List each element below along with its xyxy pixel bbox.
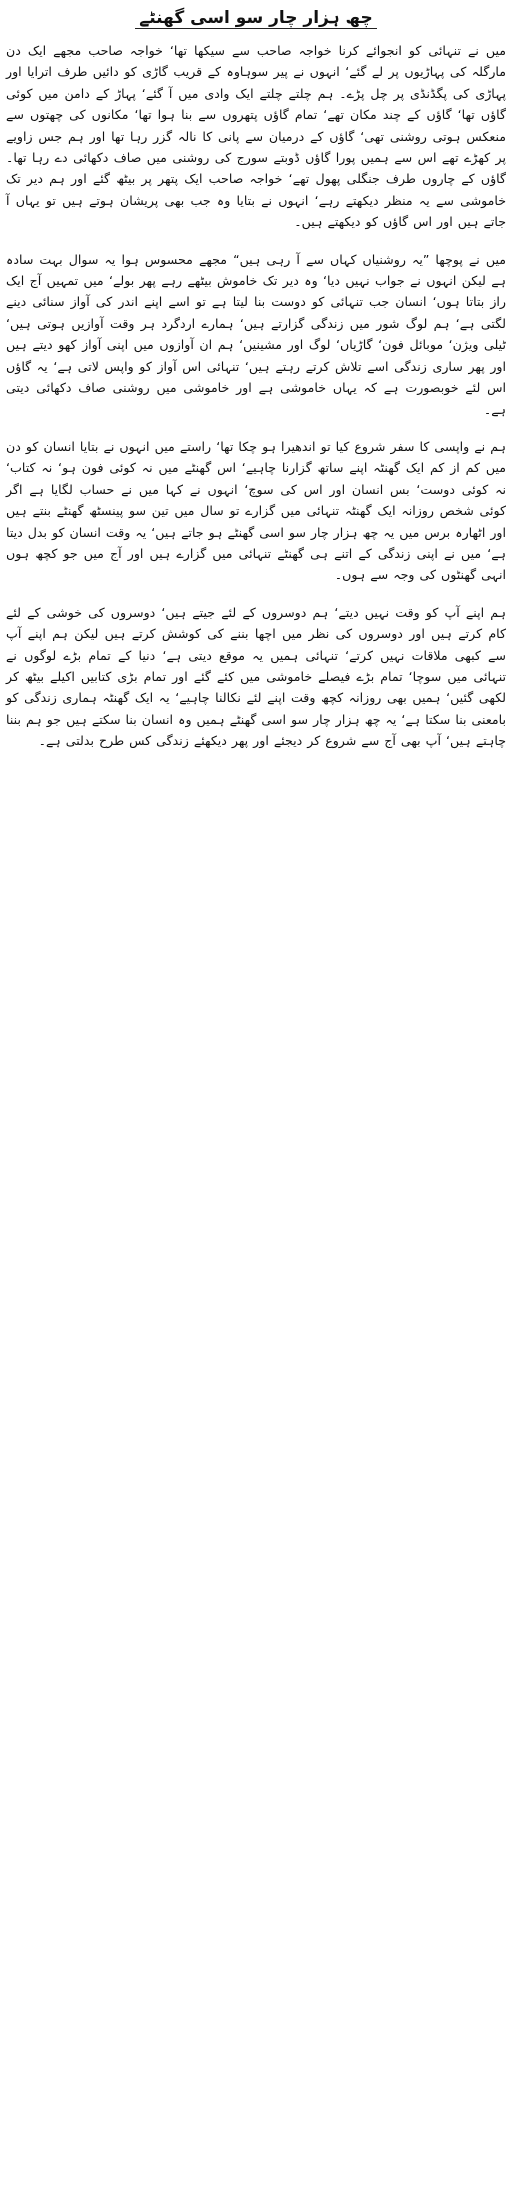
article-paragraph: میں نے تنہائی کو انجوائے کرنا خواجہ صاحب سے سیکھا تھا‘ خواجہ صاحب مجھے ایک دن مارگلہ کی پہاڑیوں پر لے گئے‘ انہوں نے پیر سوہاوہ کے قریب گاڑی کو دائیں طرف اترایا اور پہاڑی کی پگڈنڈی پر چل پڑے۔ ہم چلتے چلتے ایک وادی میں آ گئے‘ پہاڑ کے دامن میں کوئی گاؤں تھا‘ گاؤں کے چند مکان تھے‘ تمام گاؤں پتھروں سے بنا ہوا تھا‘ مکانوں کی چھتوں سے منعکس ہوتی روشنی تھی‘ گاؤں کے درمیان سے پانی کا نالہ گزر رہا تھا اور ہم جس زاویے پر کھڑے تھے اس سے ہمیں پورا گاؤں ڈوبتے سورج کی روشنی میں صاف دکھائی دے رہا تھا۔ گاؤں کے چاروں طرف جنگلی پھول تھے‘ خواجہ صاحب ایک پتھر پر بیٹھ گئے اور ہم دیر تک خاموشی سے یہ منظر دیکھتے رہے‘ انہوں نے بتایا وہ جب بھی پریشان ہوتے ہیں تو یہاں آ جاتے ہیں اور اس گاؤں کو دیکھتے ہیں۔	[6, 43, 506, 230]
article-paragraph: ہم نے واپسی کا سفر شروع کیا تو اندھیرا ہو چکا تھا‘ راستے میں انہوں نے بتایا انسان کو دن میں کم از کم ایک گھنٹہ اپنے ساتھ گزارنا چاہیے‘ اس گھنٹے میں نہ کوئی فون ہو‘ نہ کتاب‘ نہ کوئی دوست‘ بس انسان اور اس کی سوچ‘ انہوں نے کہا میں نے حساب لگایا ہے اگر کوئی شخص روزانہ ایک گھنٹہ تنہائی میں گزارے تو سال میں تین سو پینسٹھ گھنٹے بنتے ہیں اور اٹھارہ برس میں یہ چھ ہزار چار سو اسی گھنٹے ہو جاتے ہیں‘ یہ وقت انسان کو بدل دیتا ہے‘ میں نے اپنی زندگی کے اتنے ہی گھنٹے تنہائی میں گزارے ہیں اور آج میں جو کچھ ہوں انہی گھنٹوں کی وجہ سے ہوں۔	[6, 438, 506, 583]
article-title	[6, 4, 506, 34]
article-paragraph: ہم اپنے آپ کو وقت نہیں دیتے‘ ہم دوسروں کے لئے جیتے ہیں‘ دوسروں کی خوشی کے لئے کام کرتے ہیں اور دوسروں کی نظر میں اچھا بننے کی کوشش کرتے ہیں لیکن ہم اپنے آپ سے کبھی ملاقات نہیں کرتے‘ تنہائی ہمیں یہ موقع دیتی ہے‘ دنیا کے تمام بڑے لوگوں نے تنہائی میں سوچا‘ تمام بڑے فیصلے خاموشی میں کئے گئے اور تمام بڑی کتابیں اکیلے بیٹھ کر لکھی گئیں‘ ہمیں بھی روزانہ کچھ وقت اپنے لئے نکالنا چاہیے‘ یہ ایک گھنٹہ ہماری زندگی کو بامعنی بنا سکتا ہے‘ یہ چھ ہزار چار سو اسی گھنٹے ہمیں وہ انسان بنا سکتے ہیں جو ہم بننا چاہتے ہیں‘ آپ بھی آج سے شروع کر دیجئے اور پھر دیکھئے زندگی کس طرح بدلتی ہے۔	[6, 604, 506, 749]
article-paragraph: میں نے پوچھا ”یہ روشنیاں کہاں سے آ رہی ہیں“ مجھے محسوس ہوا یہ سوال بہت سادہ ہے لیکن انہوں نے جواب نہیں دیا‘ وہ دیر تک خاموش بیٹھے رہے پھر بولے‘ میں تمہیں آج ایک راز بتاتا ہوں‘ انسان جب تنہائی کو دوست بنا لیتا ہے تو اسے اپنے اندر کی آواز سنائی دینے لگتی ہے‘ ہم لوگ شور میں زندگی گزارتے ہیں‘ ہمارے اردگرد ہر وقت آوازیں ہوتی ہیں‘ ٹیلی ویژن‘ موبائل فون‘ گاڑیاں‘ لوگ اور مشینیں‘ ہم ان آوازوں میں اپنی آواز کھو دیتے ہیں اور پھر ساری زندگی اسے تلاش کرتے رہتے ہیں‘ تنہائی اس آواز کو واپس لاتی ہے‘ یہ گاؤں اس لئے خوبصورت ہے کہ یہاں خاموشی ہے اور خاموشی میں روشنی صاف دکھائی دیتی ہے۔	[6, 251, 506, 417]
article-page	[0, 4, 512, 2202]
article-title-text: چھ ہزار چار سو اسی گھنٹے	[135, 8, 376, 29]
